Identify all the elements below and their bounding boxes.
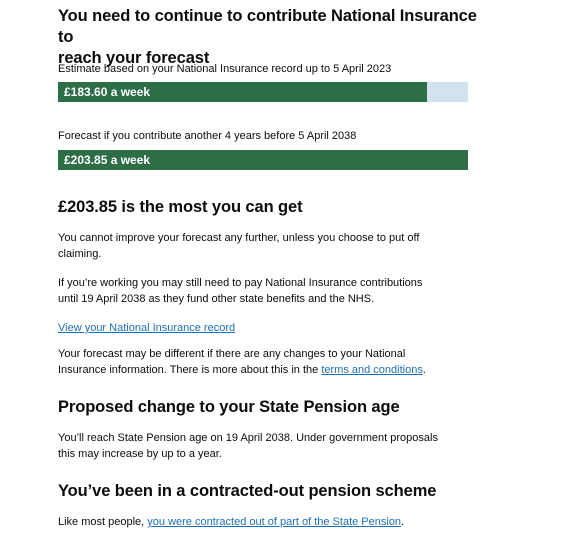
max-amount-heading: £203.85 is the most you can get xyxy=(58,198,303,216)
terms-and-conditions-link[interactable]: terms and conditions xyxy=(321,364,423,376)
pension-age-heading: Proposed change to your State Pension age xyxy=(58,398,400,416)
continue-contributing-heading xyxy=(58,6,488,69)
forecast-bar-fill: £203.85 a week xyxy=(58,150,468,170)
forecast-caption: Forecast if you contribute another 4 years before 5 April 2038 xyxy=(58,130,357,142)
cannot-improve-text: You cannot improve your forecast any further, unless you choose to put off claiming. xyxy=(58,232,420,260)
pension-age-text: You’ll reach State Pension age on 19 April 2038. Under government proposals this may increase by up to a year. xyxy=(58,432,438,460)
estimate-bar xyxy=(58,82,468,102)
heading-line-1: You need to continue to contribute National Insurance to xyxy=(58,7,477,46)
contracted-out-heading: You’ve been in a contracted-out pension scheme xyxy=(58,482,437,500)
estimate-bar-fill: £183.60 a week xyxy=(58,82,427,102)
estimate-caption: Estimate based on your National Insurance record up to 5 April 2023 xyxy=(58,63,392,75)
working-ni-text: If you’re working you may still need to pay National Insurance contributions until 19 April 2038 as they fund other state benefits and the NHS. xyxy=(58,277,423,305)
forecast-bar xyxy=(58,150,468,170)
forecast-may-differ-text: Your forecast may be different if there are any changes to your National Insurance information. There is more about this in the terms and conditions. xyxy=(58,348,426,376)
contracted-out-link[interactable]: you were contracted out of part of the State Pension xyxy=(147,516,402,528)
contracted-out-text: Like most people, you were contracted out of part of the State Pension. xyxy=(58,516,405,528)
heading-line-2: reach your forecast xyxy=(58,49,210,67)
view-ni-record-link[interactable]: View your National Insurance record xyxy=(58,322,236,334)
